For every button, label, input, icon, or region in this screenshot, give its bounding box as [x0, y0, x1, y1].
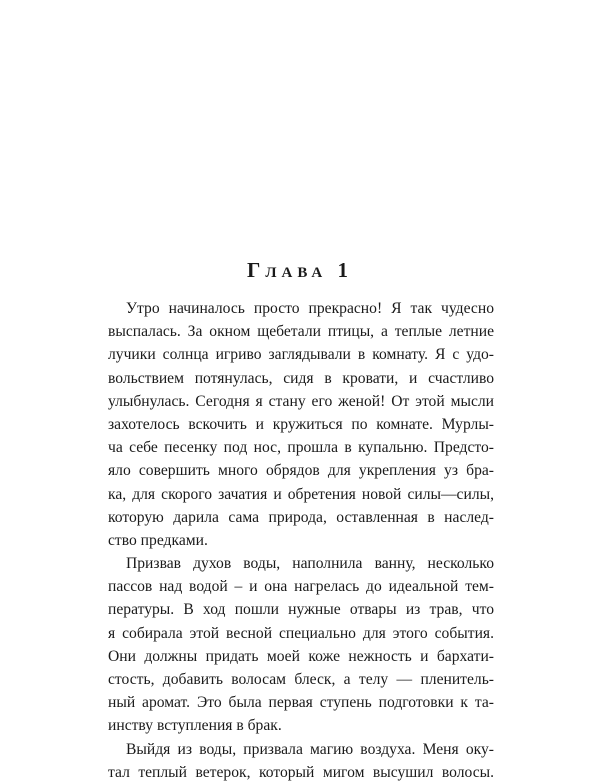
text-line: я собирала этой весной специально для этого события.: [108, 624, 494, 642]
chapter-title: Глава 1: [246, 258, 353, 282]
text-line: захотелось вскочить и кружиться по комнате. Мурлы-: [108, 415, 494, 433]
text-line: вольствием потянулась, сидя в кровати, и счастливо: [108, 369, 494, 387]
text-line: ство предками.: [108, 531, 208, 549]
text-line: стость, добавить волосам блеск, а телу — пленитель-: [108, 671, 494, 688]
text-line: яло совершить много обрядов для укрепления уз бра-: [108, 462, 494, 480]
text-line: Они должны придать моей коже нежность и бархати-: [108, 647, 494, 665]
text-line: ка, для скорого зачатия и обретения новой силы—силы,: [108, 485, 494, 503]
text-line: Призвав духов воды, наполнила ванну, несколько: [126, 555, 494, 573]
paragraph-3: [108, 738, 494, 784]
text-line: ча себе песенку под нос, прошла в купальню. Предсто-: [108, 439, 494, 457]
text-line: пассов над водой – и она нагрелась до идеальной тем-: [108, 578, 494, 596]
paragraph-1: [108, 297, 494, 552]
text-line: которую дарила сама природа, оставленная в наслед-: [108, 508, 494, 526]
text-line: пературы. В ход пошли нужные отвары из трав, что: [108, 601, 494, 619]
text-line: улыбнулась. Сегодня я стану его женой! От этой мысли: [108, 392, 494, 410]
text-line: ный аромат. Это была первая ступень подготовки к та-: [108, 694, 494, 712]
text-line: Утро начиналось просто прекрасно! Я так чудесно: [126, 300, 494, 317]
text-line: тал теплый ветерок, который мигом высушил волосы.: [108, 763, 494, 781]
text-line: инству вступления в брак.: [108, 717, 282, 735]
text-line: Выйдя из воды, призвала магию воздуха. Меня оку-: [126, 740, 494, 758]
text-line: выспалась. За окном щебетали птицы, а теплые летние: [108, 323, 494, 341]
paragraph-2: [108, 552, 494, 738]
text-line: лучики солнца игриво заглядывали в комнату. Я с удо-: [108, 346, 494, 364]
chapter-body: [108, 297, 494, 784]
